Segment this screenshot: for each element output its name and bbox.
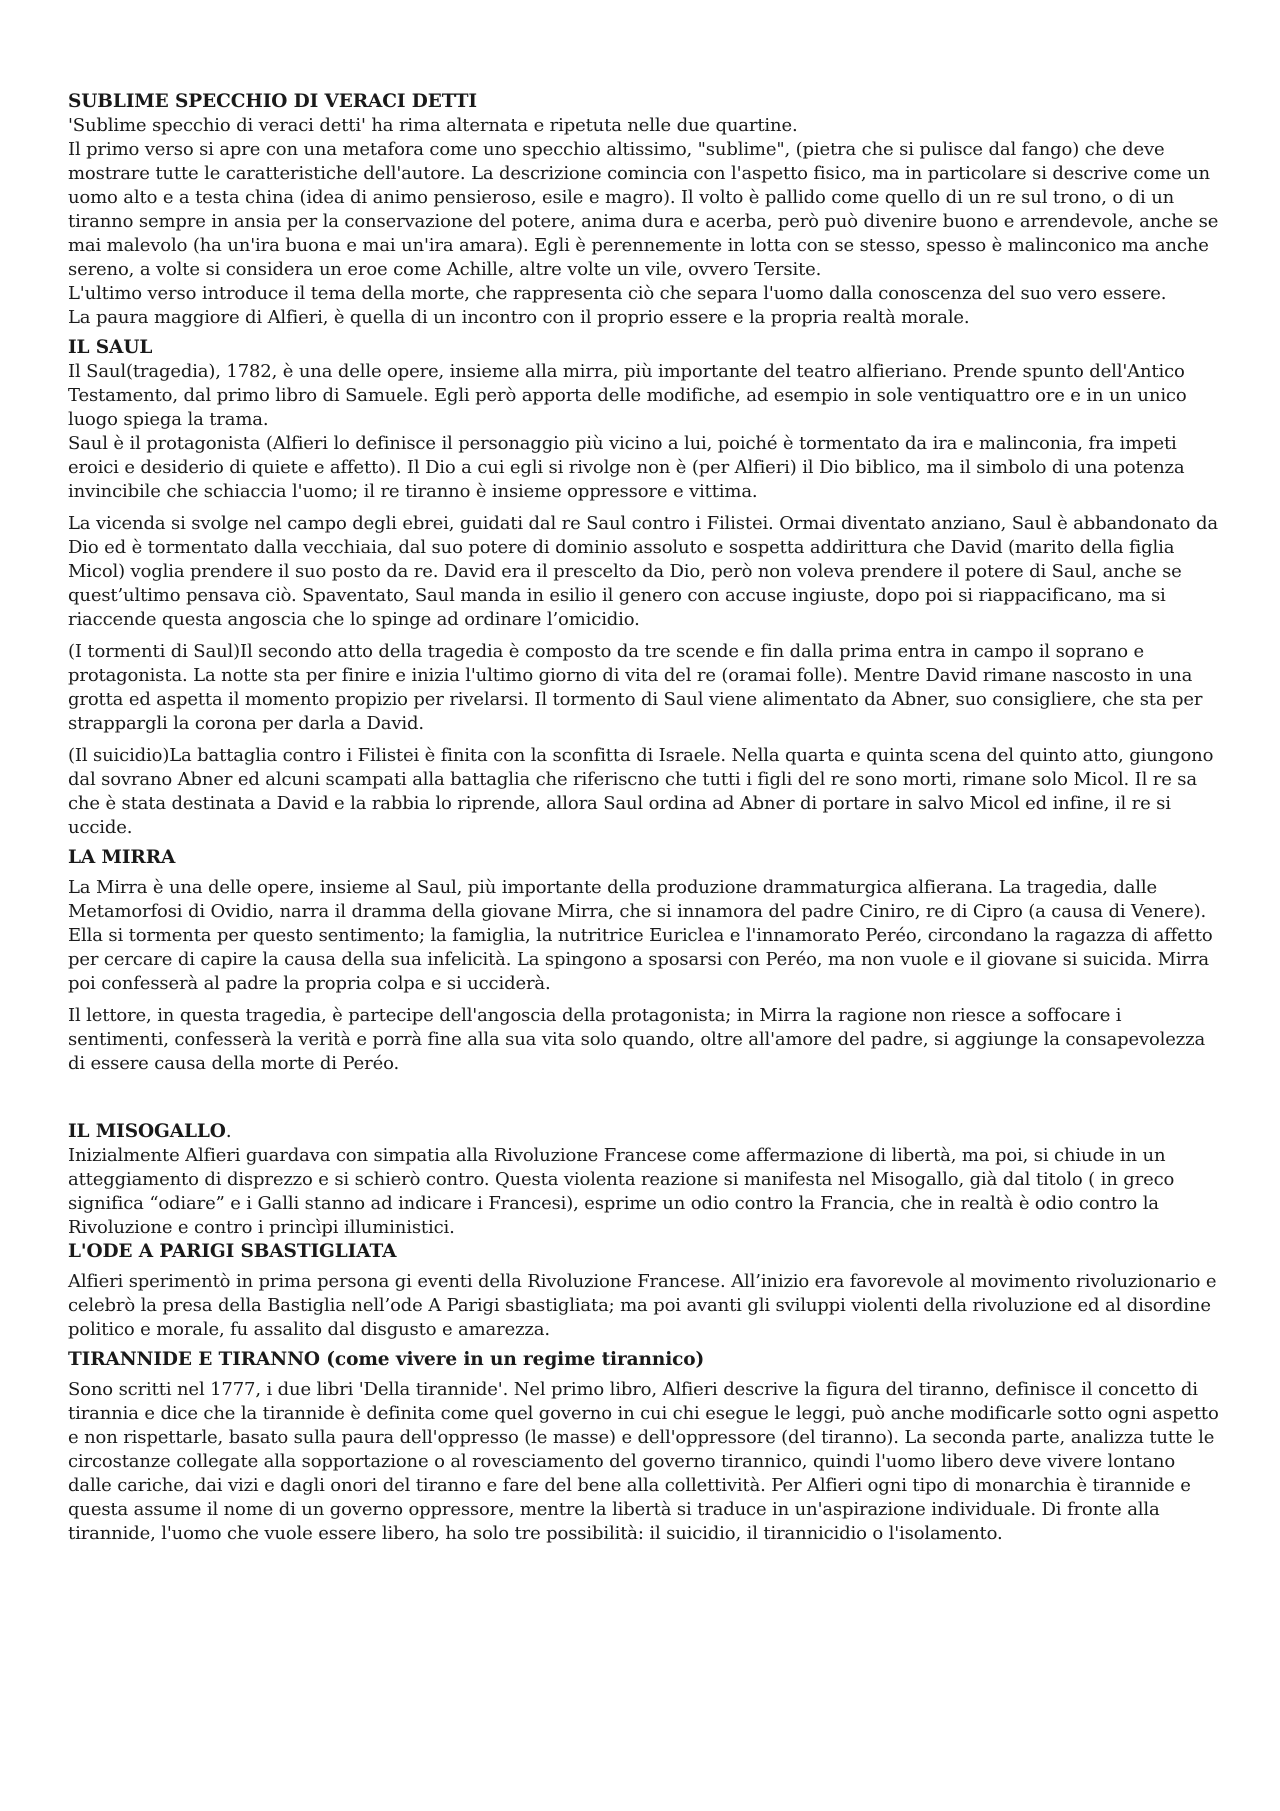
paragraph: La Mirra è una delle opere, insieme al Saul, più importante della produzione drammaturgica alfierana. La tragedia, dalle Metamorfosi di Ovidio, narra il dramma della giovane Mirra, che si innamora del padre Ciniro, re di Cipro (a causa di Venere). Ella si tormenta per questo sentimento; la famiglia, la nutritrice Euriclea e l'innamorato Peréo, circondano la ragazza di affetto per cercare di capire la causa della sua infelicità. La spingono a sposarsi con Peréo, ma non vuole e il giovane si suicida. Mirra poi confesserà al padre la propria colpa e si ucciderà. — [68, 877, 1213, 994]
section-title-misogallo — [68, 1120, 1220, 1144]
paragraph: Inizialmente Alfieri guardava con simpatia alla Rivoluzione Francese come affermazione di libertà, ma poi, si chiude in un atteggiamento di disprezzo e si schierò contro. Questa violenta reazione si manifesta nel Misogallo, già dal titolo ( in greco significa “odiare” e i Galli stanno ad indicare i Francesi), esprime un odio contro la Francia, che in realtà è odio contro la Rivoluzione e contro i princìpi illuministici. — [68, 1145, 1175, 1238]
section-title-mirra: LA MIRRA — [68, 847, 176, 868]
paragraph: 'Sublime specchio di veraci detti' ha rima alternata e ripetuta nelle due quartine. — [68, 115, 798, 136]
paragraph: Sono scritti nel 1777, i due libri 'Della tirannide'. Nel primo libro, Alfieri descrive la figura del tiranno, definisce il concetto di tirannia e dice che la tirannide è definita come quel governo in cui chi esegue le leggi, può anche modificarle sotto ogni aspetto e non rispettarle, basato sulla paura dell'oppresso (le masse) e dell'oppressore (del tiranno). La seconda parte, analizza tutte le circostanze collegate alla sopportazione o al rovesciamento del governo tirannico, quindi l'uomo libero deve vivere lontano dalle cariche, dai vizi e dagli onori del tiranno e fare del bene alla collettività. Per Alfieri ogni tipo di monarchia è tirannide e questa assume il nome di un governo oppressore, mentre la libertà si traduce in un'aspirazione individuale. Di fronte alla tirannide, l'uomo che vuole essere libero, ha solo tre possibilità: il suicidio, il tirannicidio o l'isolamento. — [68, 1379, 1219, 1544]
section-title-misogallo-period: . — [225, 1121, 232, 1142]
section-title-ode: L'ODE A PARIGI SBASTIGLIATA — [68, 1241, 397, 1262]
paragraph: Alfieri sperimentò in prima persona gi eventi della Rivoluzione Francese. All’inizio era favorevole al movimento rivoluzionario e celebrò la presa della Bastiglia nell’ode A Parigi sbastigliata; ma poi avanti gli sviluppi violenti della rivoluzione ed al disordine politico e morale, fu assalito dal disgusto e amarezza. — [68, 1271, 1217, 1340]
paragraph: La vicenda si svolge nel campo degli ebrei, guidati dal re Saul contro i Filistei. Ormai diventato anziano, Saul è abbandonato da Dio ed è tormentato dalla vecchiaia, dal suo potere di dominio assoluto e sospetta addirittura che David (marito della figlia Micol) voglia prendere il suo posto da re. David era il prescelto da Dio, però non voleva prendere il potere di Saul, anche se quest’ultimo pensava ciò. Spaventato, Saul manda in esilio il genero con accuse ingiuste, dopo poi si riappacificano, ma si riaccende questa angoscia che lo spinge ad ordinare l’omicidio. — [68, 513, 1218, 630]
section-title-saul: IL SAUL — [68, 337, 153, 358]
paragraph: (Il suicidio)La battaglia contro i Filistei è finita con la sconfitta di Israele. Nella quarta e quinta scena del quinto atto, giungono dal sovrano Abner ed alcuni scampati alla battaglia che riferiscno che tutti i figli del re sono morti, rimane solo Micol. Il re sa che è stata destinata a David e la rabbia lo riprende, allora Saul ordina ad Abner di portare in salvo Micol ed infine, il re si uccide. — [68, 745, 1214, 838]
section-title-tirannide: TIRANNIDE E TIRANNO (come vivere in un regime tirannico) — [68, 1349, 705, 1370]
paragraph: Il lettore, in questa tragedia, è partecipe dell'angoscia della protagonista; in Mirra la ragione non riesce a soffocare i sentimenti, confesserà la verità e porrà fine alla sua vita solo quando, oltre all'amore del padre, si aggiunge la consapevolezza di essere causa della morte di Peréo. — [68, 1005, 1206, 1074]
section-title-misogallo-text: IL MISOGALLO — [68, 1121, 226, 1142]
paragraph: La paura maggiore di Alfieri, è quella di un incontro con il proprio essere e la propria realtà morale. — [68, 307, 970, 328]
paragraph: Il Saul(tragedia), 1782, è una delle opere, insieme alla mirra, più importante del teatro alfieriano. Prende spunto dell'Antico Testamento, dal primo libro di Samuele. Egli però apporta delle modifiche, ad esempio in sole ventiquattro ore e in un unico luogo spiega la trama. — [68, 361, 1187, 430]
paragraph: Il primo verso si apre con una metafora come uno specchio altissimo, "sublime", (pietra che si pulisce dal fango) che deve mostrare tutte le caratteristiche dell'autore. La descrizione comincia con l'aspetto fisico, ma in particolare si descrive come un uomo alto e a testa china (idea di animo pensieroso, esile e magro). Il volto è pallido come quello di un re sul trono, o di un tiranno sempre in ansia per la conservazione del potere, anima dura e acerba, però può divenire buono e arrendevole, anche se mai malevolo (ha un'ira buona e mai un'ira amara). Egli è perennemente in lotta con se stesso, spesso è malinconico ma anche sereno, a volte si considera un eroe come Achille, altre volte un vile, ovvero Tersite. — [68, 139, 1219, 280]
paragraph: (I tormenti di Saul)Il secondo atto della tragedia è composto da tre scende e fin dalla prima entra in campo il soprano e protagonista. La notte sta per finire e inizia l'ultimo giorno di vita del re (oramai folle). Mentre David rimane nascosto in una grotta ed aspetta il momento propizio per rivelarsi. Il tormento di Saul viene alimentato da Abner, suo consigliere, che sta per strappargli la corona per darla a David. — [68, 641, 1203, 734]
paragraph: L'ultimo verso introduce il tema della morte, che rappresenta ciò che separa l'uomo dalla conoscenza del suo vero essere. — [68, 283, 1167, 304]
paragraph: Saul è il protagonista (Alfieri lo definisce il personaggio più vicino a lui, poiché è tormentato da ira e malinconia, fra impeti eroici e desiderio di quiete e affetto). Il Dio a cui egli si rivolge non è (per Alfieri) il Dio biblico, ma il simbolo di una potenza invincibile che schiaccia l'uomo; il re tiranno è insieme oppressore e vittima. — [68, 433, 1185, 502]
section-title-sublime: SUBLIME SPECCHIO DI VERACI DETTI — [68, 91, 477, 112]
